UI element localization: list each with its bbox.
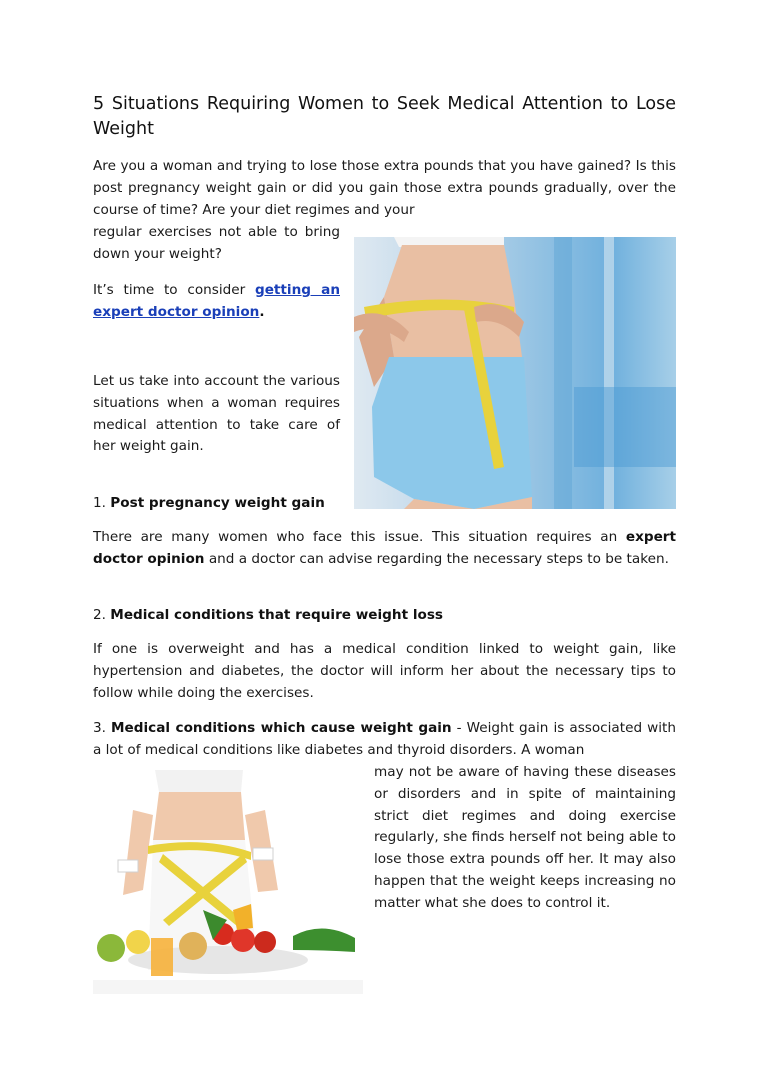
section-2-heading-line xyxy=(93,605,676,627)
section-1-heading-line xyxy=(93,493,676,515)
section-1-text-a: There are many women who face this issue. This situation requires an xyxy=(93,529,626,545)
intro-paragraph-wrapped: regular exercises not able to bring down your weight? xyxy=(93,224,340,262)
waist-measuring-illustration xyxy=(354,237,676,509)
intro-paragraph-lines: Are you a woman and trying to lose those extra pounds that you have gained? Is this post pregnancy weight gain or did you gain those extra pounds gradually, over the course of time? Are your diet regimes and your xyxy=(93,158,676,218)
waist-measuring-photo xyxy=(354,237,676,509)
section-1-number: 1. xyxy=(93,495,111,511)
section-1-heading: Post pregnancy weight gain xyxy=(110,495,325,511)
section-1-bold: expert doctor opinion xyxy=(93,529,676,567)
section-3-continued-paragraph: may not be aware of having these diseases or disorders and in spite of maintaining strict diet regimes and doing exercise regularly, she finds herself not being able to lose those extra pounds off her. It may also happen that the weight keeps increasing no matter what she does to control it. xyxy=(374,764,676,911)
section-3-heading: Medical conditions which cause weight gain xyxy=(111,720,452,736)
woman-vegetables-illustration xyxy=(93,770,363,994)
section-2-paragraph: If one is overweight and has a medical condition linked to weight gain, like hypertension and diabetes, the doctor will inform her about the necessary tips to follow while doing the exercises. xyxy=(93,641,676,701)
woman-vegetables-photo xyxy=(93,770,363,994)
section-1-paragraph xyxy=(93,527,676,571)
section-2-number: 2. xyxy=(93,607,111,623)
section-2-heading: Medical conditions that require weight loss xyxy=(110,607,444,623)
section-1-text-b: and a doctor can advise regarding the necessary steps to be taken. xyxy=(204,550,669,567)
doctor-suffix: . xyxy=(259,303,265,320)
article-title: 5 Situations Requiring Women to Seek Medical Attention to Lose Weight xyxy=(93,94,676,139)
situations-intro-paragraph: Let us take into account the various situations when a woman requires medical attention to take care of her weight gain. xyxy=(93,373,340,455)
doctor-opinion-paragraph xyxy=(93,280,340,324)
section-3-number: 3. xyxy=(93,720,112,736)
section-3-lead: - Weight gain is associated with a lot of medical conditions like diabetes and thyroid disorders. A woman xyxy=(93,720,676,758)
expert-doctor-opinion-link[interactable]: getting an expert doctor opinion xyxy=(93,282,340,320)
section-3-paragraph xyxy=(93,718,676,762)
doctor-prefix: It’s time to consider xyxy=(93,282,255,298)
